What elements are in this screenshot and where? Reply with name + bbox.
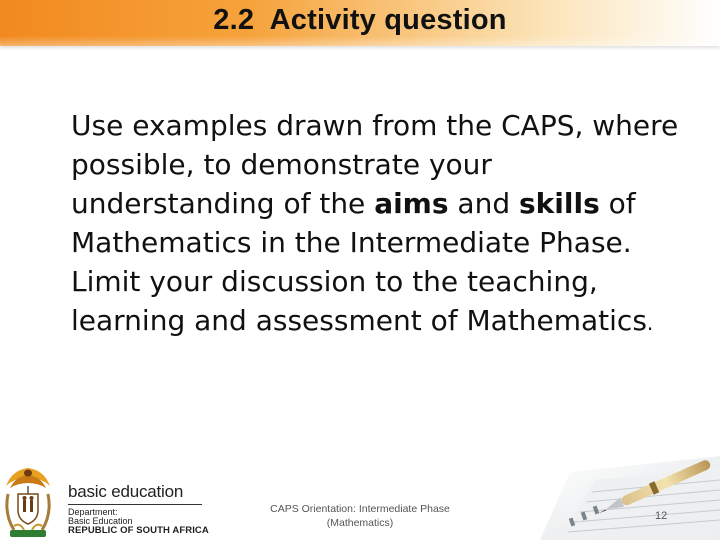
slide-footer <box>0 452 720 540</box>
body-segment-1: Use examples drawn from the CAPS, where possible, to demonstrate your understanding of the <box>71 109 679 220</box>
body-bold-skills: skills <box>519 187 600 220</box>
logo-country: REPUBLIC OF SOUTH AFRICA <box>68 525 209 536</box>
department-logo <box>0 458 210 540</box>
body-segment-3: of Mathematics in the Intermediate Phase. Limit your discussion to the teaching, learning and assessment of Mathematics <box>71 187 647 337</box>
page-number: 12 <box>655 510 668 522</box>
logo-department-label: Department: <box>68 507 118 517</box>
logo-department-name: Basic Education <box>68 516 133 526</box>
coat-of-arms-icon <box>2 464 54 540</box>
body-period: . <box>646 311 654 335</box>
activity-question-text <box>71 106 691 343</box>
slide-title: 2.2 Activity question <box>213 4 507 36</box>
fountain-pen-icon <box>500 452 720 540</box>
footer-caption: CAPS Orientation: Intermediate Phase (Mathematics) <box>270 503 450 529</box>
body-segment-2: and <box>448 187 520 220</box>
logo-title: basic education <box>68 482 184 501</box>
logo-divider <box>68 504 202 505</box>
title-bar <box>0 0 720 46</box>
body-bold-aims: aims <box>374 187 449 220</box>
